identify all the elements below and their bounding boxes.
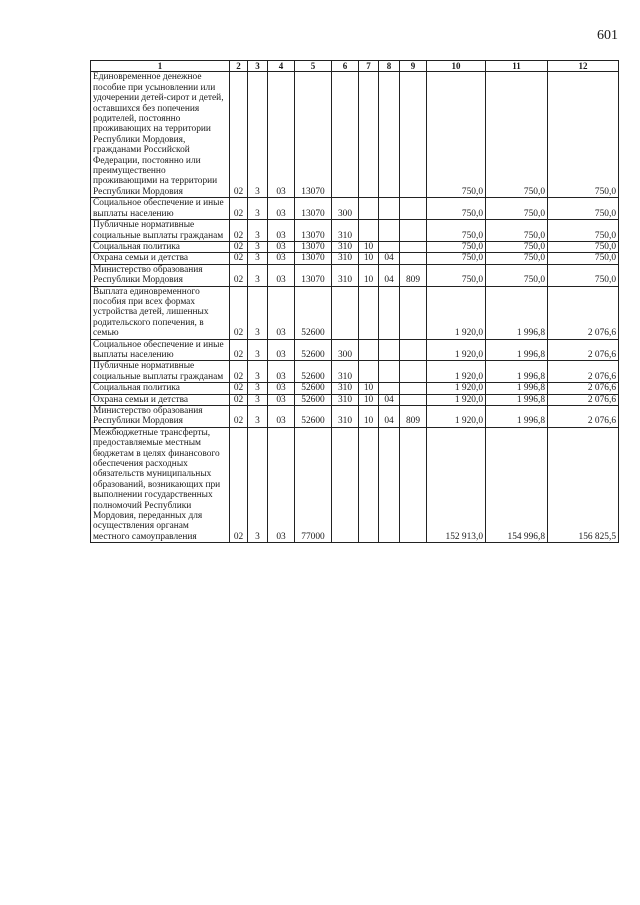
cell-ministry-code (400, 72, 427, 198)
column-header: 11 (486, 61, 548, 72)
cell-code-3: 3 (248, 361, 268, 383)
cell-amount-col-12: 750,0 (548, 241, 619, 252)
cell-amount-col-11: 750,0 (486, 241, 548, 252)
cell-amount-col-11: 1 996,8 (486, 286, 548, 339)
cell-amount-col-11: 750,0 (486, 198, 548, 220)
cell-item-name: Охрана семьи и детства (91, 394, 230, 405)
cell-code-3: 3 (248, 253, 268, 264)
cell-code-4: 03 (268, 198, 295, 220)
cell-section: 10 (359, 406, 379, 428)
table-row (91, 427, 619, 542)
cell-expense-type: 300 (332, 339, 359, 361)
cell-ministry-code (400, 383, 427, 394)
cell-code-2: 02 (230, 427, 248, 542)
cell-section: 10 (359, 383, 379, 394)
table-row (91, 339, 619, 361)
cell-code-4: 03 (268, 220, 295, 242)
cell-amount-col-10: 1 920,0 (427, 406, 486, 428)
cell-item-name: Министерство образования Республики Мордовия (91, 264, 230, 286)
cell-amount-col-10: 1 920,0 (427, 361, 486, 383)
cell-amount-col-12: 750,0 (548, 220, 619, 242)
cell-item-name: Публичные нормативные социальные выплаты гражданам (91, 220, 230, 242)
cell-subsection (379, 427, 400, 542)
cell-code-4: 03 (268, 406, 295, 428)
cell-code-4: 03 (268, 394, 295, 405)
cell-item-name: Министерство образования Республики Мордовия (91, 406, 230, 428)
cell-ministry-code (400, 220, 427, 242)
cell-ministry-code: 809 (400, 406, 427, 428)
cell-code-3: 3 (248, 339, 268, 361)
cell-subsection (379, 286, 400, 339)
column-header: 6 (332, 61, 359, 72)
cell-code-3: 3 (248, 72, 268, 198)
cell-amount-col-11: 1 996,8 (486, 406, 548, 428)
cell-ministry-code (400, 253, 427, 264)
cell-code-3: 3 (248, 286, 268, 339)
cell-code-4: 03 (268, 427, 295, 542)
cell-amount-col-12: 2 076,6 (548, 286, 619, 339)
cell-code-4: 03 (268, 339, 295, 361)
cell-amount-col-12: 750,0 (548, 253, 619, 264)
cell-item-name: Публичные нормативные социальные выплаты гражданам (91, 361, 230, 383)
cell-expense-type: 310 (332, 241, 359, 252)
cell-code-4: 03 (268, 253, 295, 264)
cell-item-name: Социальное обеспечение и иные выплаты населению (91, 198, 230, 220)
table-row (91, 72, 619, 198)
cell-subsection (379, 361, 400, 383)
column-header: 2 (230, 61, 248, 72)
cell-amount-col-12: 2 076,6 (548, 383, 619, 394)
cell-item-name: Охрана семьи и детства (91, 253, 230, 264)
cell-expense-type (332, 72, 359, 198)
cell-subsection (379, 383, 400, 394)
cell-expense-type: 310 (332, 394, 359, 405)
cell-section: 10 (359, 253, 379, 264)
cell-expense-type: 310 (332, 406, 359, 428)
cell-code-3: 3 (248, 427, 268, 542)
cell-amount-col-11: 1 996,8 (486, 361, 548, 383)
cell-code-4: 03 (268, 361, 295, 383)
cell-amount-col-11: 750,0 (486, 220, 548, 242)
cell-section: 10 (359, 241, 379, 252)
table-row (91, 383, 619, 394)
cell-target-code: 52600 (295, 286, 332, 339)
table-body (91, 72, 619, 543)
cell-code-3: 3 (248, 198, 268, 220)
cell-ministry-code (400, 427, 427, 542)
cell-item-name: Социальная политика (91, 241, 230, 252)
cell-amount-col-12: 2 076,6 (548, 406, 619, 428)
table-row (91, 198, 619, 220)
cell-amount-col-12: 750,0 (548, 72, 619, 198)
cell-code-2: 02 (230, 72, 248, 198)
cell-section (359, 361, 379, 383)
cell-amount-col-10: 152 913,0 (427, 427, 486, 542)
cell-code-2: 02 (230, 383, 248, 394)
cell-section (359, 286, 379, 339)
cell-code-3: 3 (248, 394, 268, 405)
cell-target-code: 52600 (295, 361, 332, 383)
cell-amount-col-12: 750,0 (548, 198, 619, 220)
cell-subsection (379, 241, 400, 252)
cell-target-code: 13070 (295, 253, 332, 264)
cell-section (359, 198, 379, 220)
table-row (91, 264, 619, 286)
cell-subsection (379, 198, 400, 220)
cell-target-code: 52600 (295, 406, 332, 428)
cell-code-2: 02 (230, 406, 248, 428)
cell-subsection (379, 72, 400, 198)
cell-amount-col-10: 750,0 (427, 198, 486, 220)
cell-expense-type: 310 (332, 361, 359, 383)
cell-amount-col-10: 1 920,0 (427, 383, 486, 394)
column-header: 3 (248, 61, 268, 72)
cell-ministry-code (400, 198, 427, 220)
cell-section (359, 72, 379, 198)
cell-code-3: 3 (248, 220, 268, 242)
table-row (91, 241, 619, 252)
cell-subsection: 04 (379, 406, 400, 428)
cell-section (359, 339, 379, 361)
cell-code-4: 03 (268, 72, 295, 198)
cell-item-name: Социальное обеспечение и иные выплаты населению (91, 339, 230, 361)
cell-ministry-code (400, 361, 427, 383)
cell-subsection: 04 (379, 264, 400, 286)
table-row (91, 394, 619, 405)
cell-ministry-code (400, 241, 427, 252)
cell-amount-col-11: 1 996,8 (486, 339, 548, 361)
cell-subsection (379, 339, 400, 361)
cell-amount-col-12: 2 076,6 (548, 339, 619, 361)
cell-code-3: 3 (248, 241, 268, 252)
cell-ministry-code (400, 286, 427, 339)
column-header: 8 (379, 61, 400, 72)
cell-expense-type: 300 (332, 198, 359, 220)
column-header: 1 (91, 61, 230, 72)
cell-target-code: 52600 (295, 339, 332, 361)
cell-code-4: 03 (268, 241, 295, 252)
cell-code-2: 02 (230, 264, 248, 286)
cell-target-code: 13070 (295, 241, 332, 252)
cell-code-4: 03 (268, 383, 295, 394)
cell-amount-col-12: 156 825,5 (548, 427, 619, 542)
cell-code-3: 3 (248, 406, 268, 428)
cell-amount-col-10: 1 920,0 (427, 394, 486, 405)
cell-amount-col-10: 750,0 (427, 253, 486, 264)
table-row (91, 286, 619, 339)
cell-subsection: 04 (379, 253, 400, 264)
page-number: 601 (597, 28, 618, 43)
cell-amount-col-11: 1 996,8 (486, 394, 548, 405)
cell-expense-type: 310 (332, 383, 359, 394)
cell-code-2: 02 (230, 339, 248, 361)
cell-code-2: 02 (230, 198, 248, 220)
table-row (91, 220, 619, 242)
column-header: 5 (295, 61, 332, 72)
cell-amount-col-10: 750,0 (427, 72, 486, 198)
cell-amount-col-11: 750,0 (486, 264, 548, 286)
cell-expense-type: 310 (332, 253, 359, 264)
column-header: 4 (268, 61, 295, 72)
cell-target-code: 13070 (295, 198, 332, 220)
column-header: 10 (427, 61, 486, 72)
cell-item-name: Межбюджетные трансферты, предоставляемые местным бюджетам в целях финансового обеспечения расходных обязательств муниципальных образований, возникающих при выполнении государственных полномочий Республики Мордовия, переданных для осуществления органам местного самоуправления (91, 427, 230, 542)
column-header: 12 (548, 61, 619, 72)
column-header: 9 (400, 61, 427, 72)
cell-target-code: 13070 (295, 72, 332, 198)
cell-item-name: Выплата единовременного пособия при всех формах устройства детей, лишенных родительского попечения, в семью (91, 286, 230, 339)
cell-code-3: 3 (248, 383, 268, 394)
cell-amount-col-10: 750,0 (427, 241, 486, 252)
cell-ministry-code: 809 (400, 264, 427, 286)
cell-expense-type: 310 (332, 220, 359, 242)
cell-target-code: 52600 (295, 394, 332, 405)
cell-code-3: 3 (248, 264, 268, 286)
cell-section: 10 (359, 264, 379, 286)
cell-expense-type (332, 286, 359, 339)
cell-code-2: 02 (230, 394, 248, 405)
cell-subsection: 04 (379, 394, 400, 405)
cell-ministry-code (400, 339, 427, 361)
cell-amount-col-11: 750,0 (486, 253, 548, 264)
cell-ministry-code (400, 394, 427, 405)
cell-section: 10 (359, 394, 379, 405)
table-row (91, 406, 619, 428)
cell-amount-col-12: 2 076,6 (548, 394, 619, 405)
budget-table (90, 60, 619, 543)
cell-section (359, 220, 379, 242)
cell-amount-col-12: 2 076,6 (548, 361, 619, 383)
cell-amount-col-11: 1 996,8 (486, 383, 548, 394)
cell-code-2: 02 (230, 286, 248, 339)
table-row (91, 361, 619, 383)
cell-code-2: 02 (230, 253, 248, 264)
cell-code-2: 02 (230, 361, 248, 383)
cell-amount-col-11: 154 996,8 (486, 427, 548, 542)
cell-code-4: 03 (268, 286, 295, 339)
cell-item-name: Единовременное денежное пособие при усыновлении или удочерении детей-сирот и детей, оставшихся без попечения родителей, постоянно проживающих на территории Республики Мордовия, гражданами Российской Федерации, постоянно или преимущественно проживающими на территории Республики Мордовия (91, 72, 230, 198)
cell-target-code: 52600 (295, 383, 332, 394)
cell-amount-col-10: 750,0 (427, 264, 486, 286)
cell-expense-type: 310 (332, 264, 359, 286)
table-row (91, 253, 619, 264)
cell-amount-col-11: 750,0 (486, 72, 548, 198)
cell-target-code: 13070 (295, 264, 332, 286)
cell-amount-col-12: 750,0 (548, 264, 619, 286)
cell-code-2: 02 (230, 220, 248, 242)
cell-code-2: 02 (230, 241, 248, 252)
cell-code-4: 03 (268, 264, 295, 286)
cell-item-name: Социальная политика (91, 383, 230, 394)
column-header: 7 (359, 61, 379, 72)
cell-amount-col-10: 750,0 (427, 220, 486, 242)
cell-expense-type (332, 427, 359, 542)
cell-target-code: 13070 (295, 220, 332, 242)
cell-section (359, 427, 379, 542)
cell-amount-col-10: 1 920,0 (427, 339, 486, 361)
cell-target-code: 77000 (295, 427, 332, 542)
cell-amount-col-10: 1 920,0 (427, 286, 486, 339)
table-header-row (91, 61, 619, 72)
cell-subsection (379, 220, 400, 242)
